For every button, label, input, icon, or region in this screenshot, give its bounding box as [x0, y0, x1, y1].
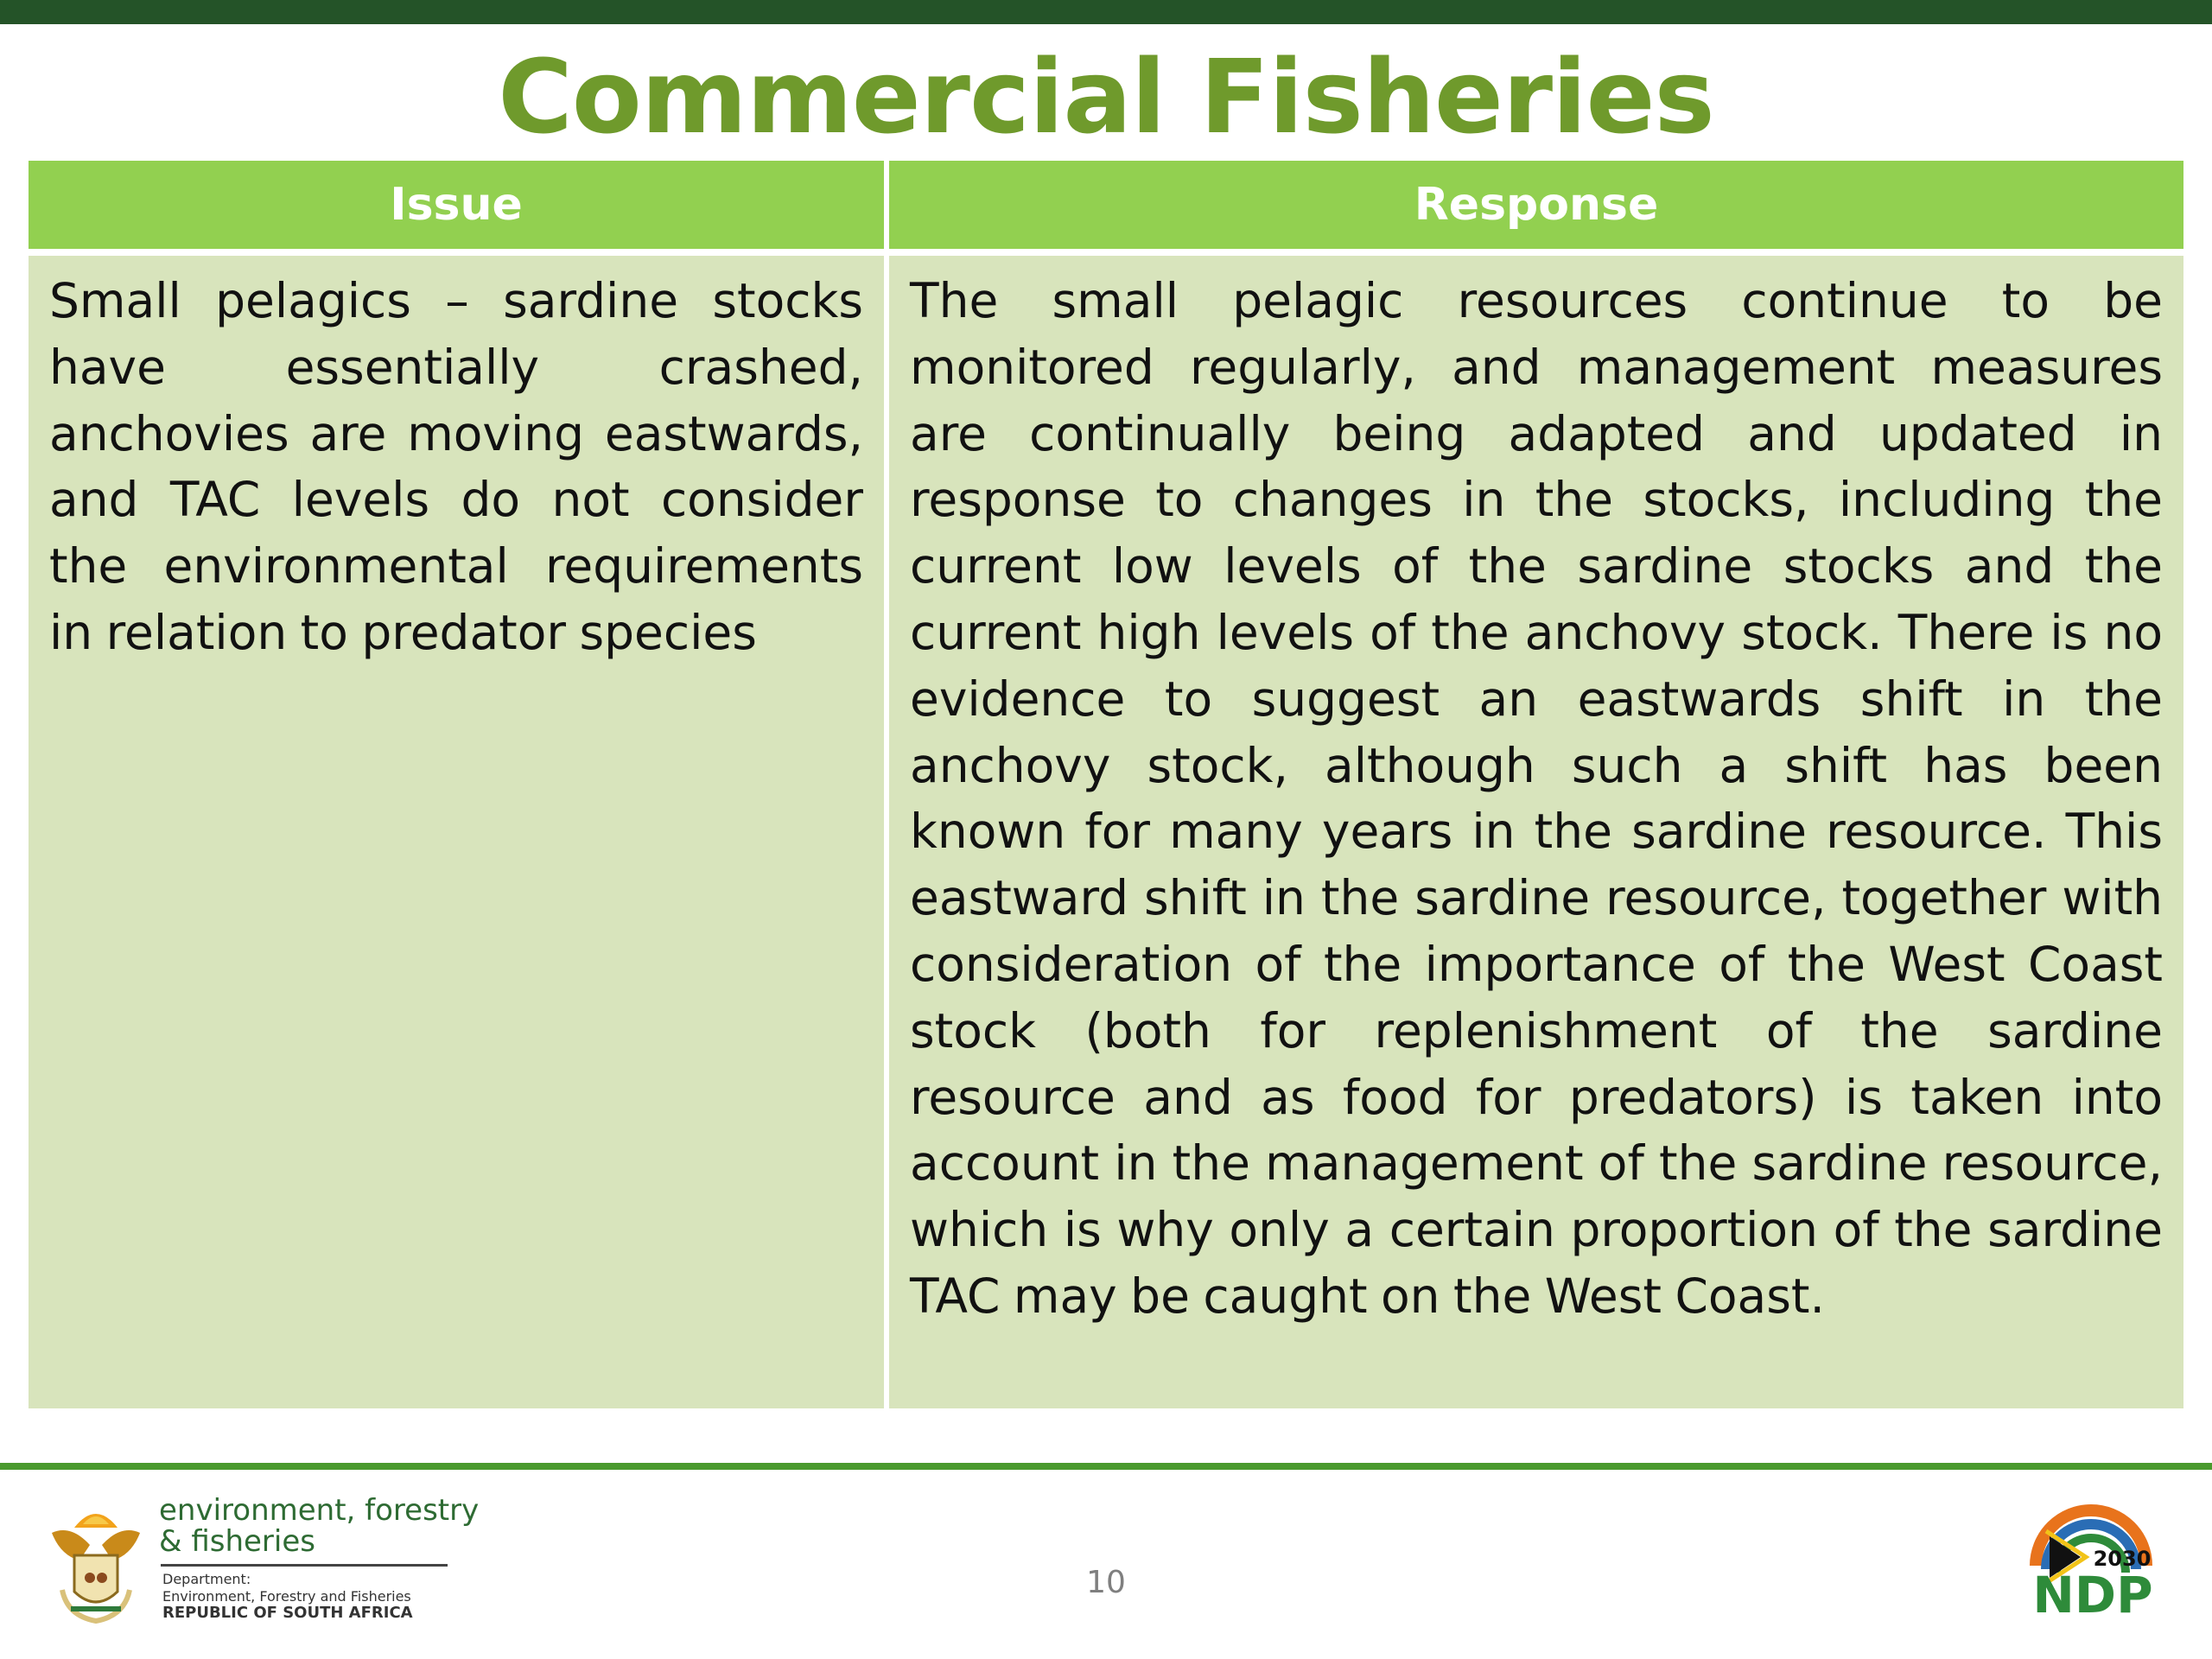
ndp-2030-logo-icon — [2020, 1483, 2162, 1630]
top-bar — [0, 0, 2212, 24]
ndp-label: NDP — [2032, 1566, 2153, 1624]
department-full-name: Environment, Forestry and Fisheries — [162, 1588, 411, 1605]
department-name — [159, 1495, 487, 1557]
department-logo — [45, 1488, 480, 1635]
page-number: 10 — [1086, 1565, 1126, 1600]
issue-cell: Small pelagics – sardine stocks have essentially crashed, anchovies are moving eastwards, and TAC levels do not consider the environmental requirements in relation to predator species — [29, 256, 884, 1408]
issue-response-table — [29, 161, 2183, 1408]
department-rule — [161, 1564, 448, 1567]
department-subtitle — [162, 1571, 474, 1605]
department-line-2: & fisheries — [159, 1524, 315, 1559]
response-header: Response — [889, 161, 2183, 249]
slide-title: Commercial Fisheries — [498, 37, 1714, 156]
response-cell: The small pelagic resources continue to be monitored regularly, and management measures are continually being adapted and updated in response to changes in the stocks, including the current low levels of the sardine stocks and the current high levels of the anchovy stock. There is no evidence to suggest an eastwards shift in the anchovy stock, although such a shift has been known for many years in the sardine resource. This eastward shift in the sardine resource, together with consideration of the importance of the West Coast stock (both for replenishment of the sardine resource and as food for predators) is taken into account in the management of the sardine resource, which is why only a certain proportion of the sardine TAC may be caught on the West Coast. — [889, 256, 2183, 1408]
issue-column — [29, 161, 884, 1408]
response-column — [889, 161, 2183, 1408]
ndp-year: 2030 — [2093, 1547, 2152, 1571]
department-label: Department: — [162, 1571, 251, 1587]
department-line-1: environment, forestry — [159, 1493, 480, 1528]
country-name: REPUBLIC OF SOUTH AFRICA — [162, 1604, 413, 1622]
south-africa-coat-of-arms-icon — [45, 1495, 147, 1626]
footer-divider — [0, 1463, 2212, 1470]
issue-header: Issue — [29, 161, 884, 249]
